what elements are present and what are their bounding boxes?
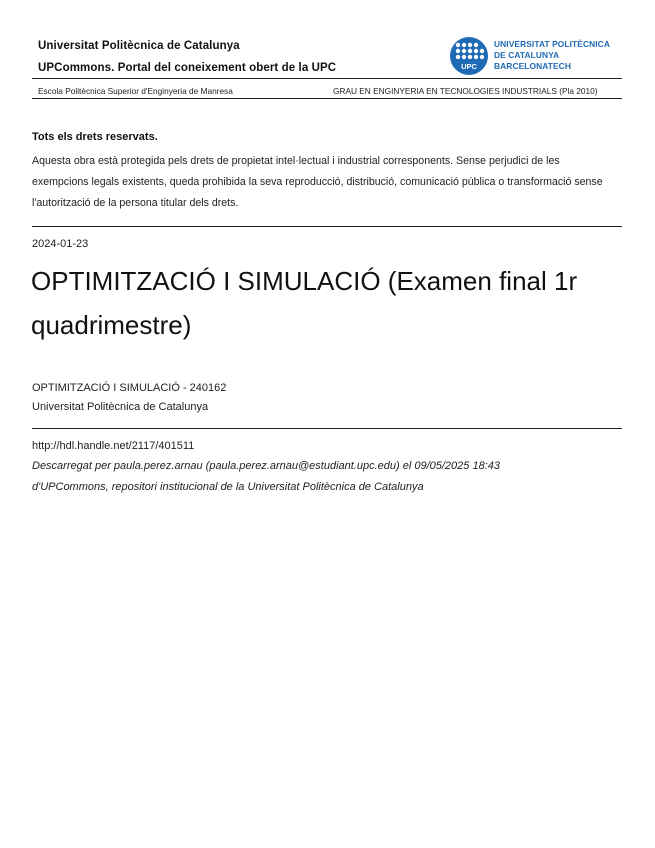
header-rule-bottom — [32, 98, 622, 99]
repository-info: d'UPCommons, repositori institucional de la Universitat Politècnica de Catalunya — [32, 481, 424, 493]
logo-badge-text: UPC — [461, 62, 477, 71]
upc-logo-icon — [449, 36, 489, 76]
degree-name: GRAU EN ENGINYERIA EN TECNOLOGIES INDUSTRIALS (Pla 2010) — [333, 86, 598, 96]
logo-line-3: BARCELONATECH — [494, 61, 571, 71]
school-name: Escola Politècnica Superior d'Enginyeria de Manresa — [38, 86, 233, 96]
logo-wordmark — [494, 39, 610, 72]
university-name: Universitat Politècnica de Catalunya — [32, 401, 209, 413]
logo-line-1: UNIVERSITAT POLITÈCNICA — [494, 39, 610, 49]
document-date: 2024-01-23 — [32, 238, 89, 250]
header-rule-top — [32, 78, 622, 79]
section-rule-2 — [32, 428, 622, 429]
institution-name: Universitat Politècnica de Catalunya — [38, 40, 240, 52]
handle-link[interactable]: http://hdl.handle.net/2117/401511 — [32, 440, 195, 452]
logo-line-2: DE CATALUNYA — [494, 50, 560, 60]
document-title: OPTIMITZACIÓ I SIMULACIÓ (Examen final 1r quadrimestre) — [31, 266, 578, 340]
section-rule-1 — [32, 226, 622, 227]
course-code: OPTIMITZACIÓ I SIMULACIÓ - 240162 — [32, 382, 227, 394]
rights-body: Aquesta obra està protegida pels drets de propietat intel·lectual i industrial corresponents. Sense perjudici de les exempcions legals existents, queda prohibida la seva reproducció, distribució, comunicació pública o transformació sense l'autorització de la persona titular dels drets. — [32, 155, 603, 210]
rights-heading: Tots els drets reservats. — [32, 131, 158, 143]
download-info: Descarregat per paula.perez.arnau (paula.perez.arnau@estudiant.upc.edu) el 09/05/2025 18:43 — [32, 460, 500, 472]
portal-name: UPCommons. Portal del coneixement obert de la UPC — [38, 62, 337, 74]
